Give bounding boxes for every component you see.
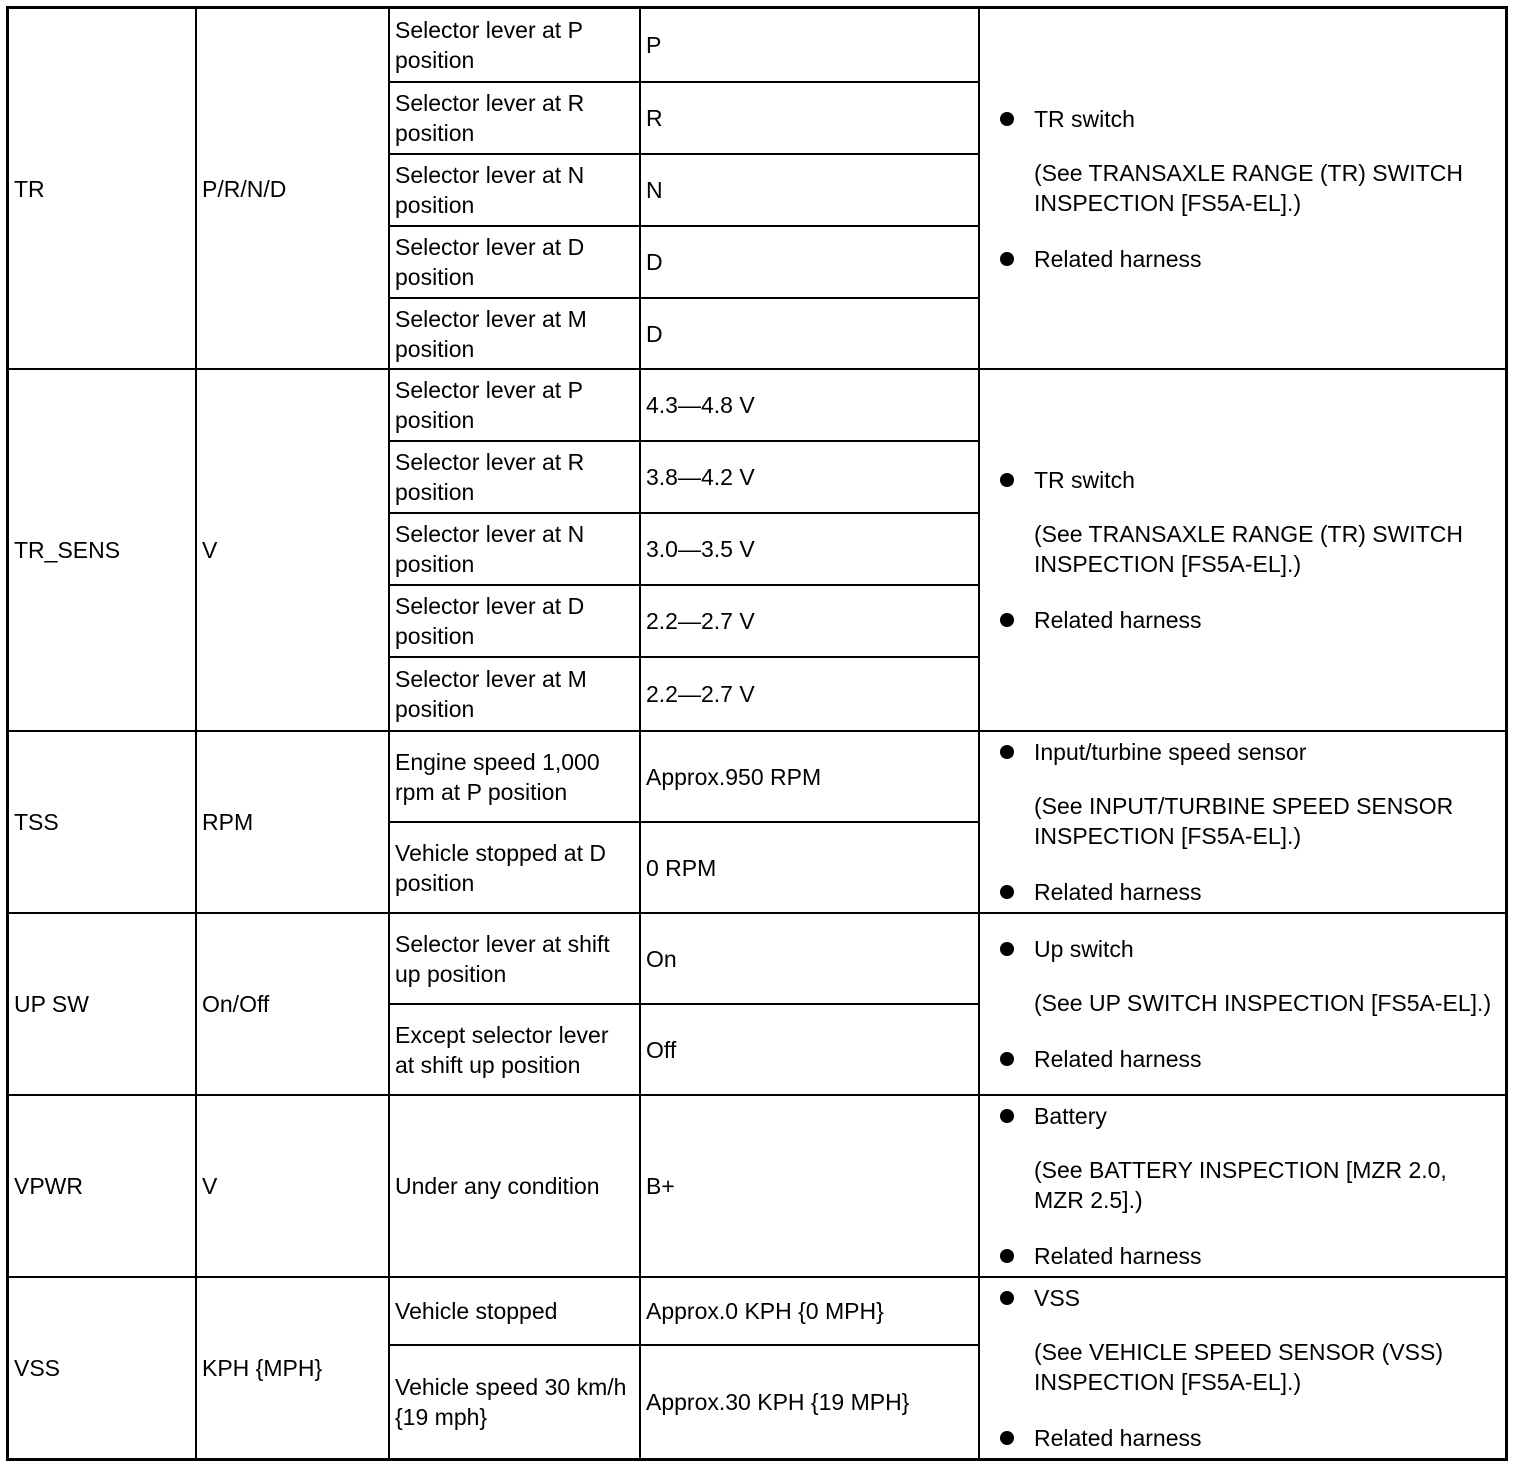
- item-name: VSS: [14, 1355, 61, 1381]
- bullet-icon: [1000, 613, 1014, 627]
- bullet-icon: [1000, 252, 1014, 266]
- unit-cell: [195, 912, 388, 1094]
- inspection-item: [1000, 1241, 1497, 1271]
- item-name: VPWR: [14, 1173, 83, 1199]
- condition-cell: [388, 153, 639, 225]
- unit-cell: [195, 9, 388, 368]
- inspection-cell: [978, 9, 1505, 368]
- value-text: Off: [646, 1036, 677, 1063]
- inspection-cell: [978, 368, 1505, 730]
- item-cell: [9, 730, 195, 912]
- value-text: P: [646, 32, 662, 58]
- inspection-item: [1000, 1283, 1497, 1313]
- item-cell: [9, 912, 195, 1094]
- inspection-item: [1000, 244, 1497, 274]
- inspection-cell: [978, 1276, 1505, 1458]
- value-text: On: [646, 945, 677, 972]
- condition-text: Vehicle stopped at D position: [395, 839, 606, 896]
- inspection-item: [1000, 1101, 1497, 1131]
- unit-label: P/R/N/D: [202, 175, 287, 202]
- inspection-component: TR switch: [1034, 467, 1135, 493]
- value-text: 2.2—2.7 V: [646, 608, 755, 634]
- value-text: D: [646, 249, 663, 275]
- value-text: B+: [646, 1173, 675, 1199]
- item-name: TR: [14, 175, 45, 202]
- inspection-list: [1000, 465, 1497, 635]
- inspection-item: [1000, 737, 1497, 767]
- value-cell: [639, 1003, 978, 1094]
- inspection-note: (See UP SWITCH INSPECTION [FS5A-EL].): [1034, 990, 1492, 1016]
- inspection-list: [1000, 1283, 1497, 1453]
- inspection-note: (See VEHICLE SPEED SENSOR (VSS) INSPECTION [FS5A-EL].): [1034, 1339, 1444, 1395]
- unit-cell: [195, 1094, 388, 1276]
- value-text: 4.3—4.8 V: [646, 392, 755, 418]
- condition-text: Under any condition: [395, 1173, 600, 1199]
- bullet-icon: [1000, 745, 1014, 759]
- unit-label: On/Off: [202, 991, 270, 1017]
- value-cell: [639, 153, 978, 225]
- inspection-harness: Related harness: [1034, 1425, 1202, 1451]
- condition-text: Selector lever at D position: [395, 234, 585, 290]
- item-cell: [9, 368, 195, 730]
- inspection-item: [1000, 104, 1497, 134]
- condition-text: Selector lever at shift up position: [395, 930, 610, 987]
- condition-text: Selector lever at M position: [395, 305, 587, 362]
- condition-text: Vehicle stopped: [395, 1298, 558, 1324]
- bullet-icon: [1000, 1109, 1014, 1123]
- value-cell: [639, 584, 978, 656]
- inspection-cell: [978, 912, 1505, 1094]
- value-text: 3.8—4.2 V: [646, 464, 755, 490]
- condition-text: Selector lever at N position: [395, 521, 585, 577]
- value-cell: [639, 1276, 978, 1344]
- condition-cell: [388, 1003, 639, 1094]
- condition-cell: [388, 440, 639, 512]
- item-cell: [9, 9, 195, 368]
- condition-text: Selector lever at N position: [395, 162, 585, 218]
- item-name: UP SW: [14, 991, 89, 1017]
- value-cell: [639, 730, 978, 821]
- inspection-harness: Related harness: [1034, 879, 1202, 905]
- bullet-icon: [1000, 473, 1014, 487]
- inspection-item: [1000, 934, 1497, 964]
- bullet-icon: [1000, 942, 1014, 956]
- value-cell: [639, 1094, 978, 1276]
- value-text: N: [646, 177, 663, 203]
- unit-label: V: [202, 1173, 218, 1199]
- inspection-note: (See BATTERY INSPECTION [MZR 2.0, MZR 2.5].): [1034, 1157, 1447, 1213]
- condition-text: Selector lever at D position: [395, 593, 585, 649]
- inspection-harness: Related harness: [1034, 1243, 1202, 1269]
- condition-text: Except selector lever at shift up position: [395, 1021, 609, 1078]
- value-text: 0 RPM: [646, 854, 717, 881]
- bullet-icon: [1000, 112, 1014, 126]
- inspection-list: [1000, 104, 1497, 274]
- inspection-item: [1000, 1044, 1497, 1074]
- bullet-icon: [1000, 885, 1014, 899]
- condition-text: Selector lever at M position: [395, 666, 587, 722]
- value-cell: [639, 656, 978, 730]
- item-cell: [9, 1094, 195, 1276]
- condition-cell: [388, 368, 639, 440]
- condition-cell: [388, 730, 639, 821]
- inspection-note: (See TRANSAXLE RANGE (TR) SWITCH INSPECTION [FS5A-EL].): [1034, 159, 1463, 216]
- value-text: Approx.0 KPH {0 MPH}: [646, 1298, 884, 1324]
- condition-cell: [388, 584, 639, 656]
- unit-cell: [195, 1276, 388, 1458]
- inspection-component: Battery: [1034, 1103, 1107, 1129]
- value-text: Approx.30 KPH {19 MPH}: [646, 1389, 910, 1415]
- inspection-cell: [978, 730, 1505, 912]
- inspection-item: [1000, 1423, 1497, 1453]
- condition-text: Selector lever at R position: [395, 90, 585, 146]
- condition-text: Selector lever at P position: [395, 377, 583, 433]
- inspection-component: Input/turbine speed sensor: [1034, 739, 1307, 765]
- unit-cell: [195, 730, 388, 912]
- condition-cell: [388, 297, 639, 368]
- value-text: R: [646, 105, 663, 131]
- condition-cell: [388, 9, 639, 81]
- condition-cell: [388, 912, 639, 1003]
- condition-cell: [388, 512, 639, 584]
- value-cell: [639, 512, 978, 584]
- bullet-icon: [1000, 1249, 1014, 1263]
- value-cell: [639, 225, 978, 297]
- item-cell: [9, 1276, 195, 1458]
- value-cell: [639, 368, 978, 440]
- value-cell: [639, 440, 978, 512]
- condition-cell: [388, 656, 639, 730]
- table-grid: [9, 9, 1505, 1458]
- monitor-table: [6, 6, 1508, 1461]
- bullet-icon: [1000, 1431, 1014, 1445]
- condition-text: Selector lever at P position: [395, 17, 583, 73]
- value-cell: [639, 297, 978, 368]
- inspection-harness: Related harness: [1034, 245, 1202, 272]
- unit-cell: [195, 368, 388, 730]
- inspection-component: TR switch: [1034, 105, 1135, 132]
- value-cell: [639, 912, 978, 1003]
- item-name: TSS: [14, 809, 59, 835]
- unit-label: V: [202, 537, 218, 563]
- inspection-item: [1000, 465, 1497, 495]
- inspection-component: VSS: [1034, 1285, 1081, 1311]
- inspection-item: [1000, 877, 1497, 907]
- inspection-cell: [978, 1094, 1505, 1276]
- value-cell: [639, 1344, 978, 1458]
- value-cell: [639, 821, 978, 912]
- condition-text: Selector lever at R position: [395, 449, 585, 505]
- condition-cell: [388, 225, 639, 297]
- inspection-item: [1000, 605, 1497, 635]
- condition-cell: [388, 1094, 639, 1276]
- inspection-note: (See INPUT/TURBINE SPEED SENSOR INSPECTION [FS5A-EL].): [1034, 793, 1454, 849]
- condition-cell: [388, 1276, 639, 1344]
- condition-cell: [388, 821, 639, 912]
- value-cell: [639, 9, 978, 81]
- condition-text: Vehicle speed 30 km/h {19 mph}: [395, 1374, 627, 1430]
- inspection-note: (See TRANSAXLE RANGE (TR) SWITCH INSPECTION [FS5A-EL].): [1034, 521, 1463, 577]
- value-text: Approx.950 RPM: [646, 763, 822, 790]
- inspection-component: Up switch: [1034, 936, 1134, 962]
- value-text: D: [646, 320, 663, 347]
- condition-text: Engine speed 1,000 rpm at P position: [395, 748, 600, 805]
- inspection-harness: Related harness: [1034, 607, 1202, 633]
- inspection-list: [1000, 1101, 1497, 1271]
- unit-label: RPM: [202, 809, 254, 835]
- condition-cell: [388, 81, 639, 153]
- inspection-harness: Related harness: [1034, 1046, 1202, 1072]
- inspection-list: [1000, 934, 1497, 1074]
- unit-label: KPH {MPH}: [202, 1355, 323, 1381]
- inspection-list: [1000, 737, 1497, 907]
- value-text: 2.2—2.7 V: [646, 681, 755, 707]
- condition-cell: [388, 1344, 639, 1458]
- bullet-icon: [1000, 1052, 1014, 1066]
- value-text: 3.0—3.5 V: [646, 536, 755, 562]
- item-name: TR_SENS: [14, 537, 121, 563]
- bullet-icon: [1000, 1291, 1014, 1305]
- value-cell: [639, 81, 978, 153]
